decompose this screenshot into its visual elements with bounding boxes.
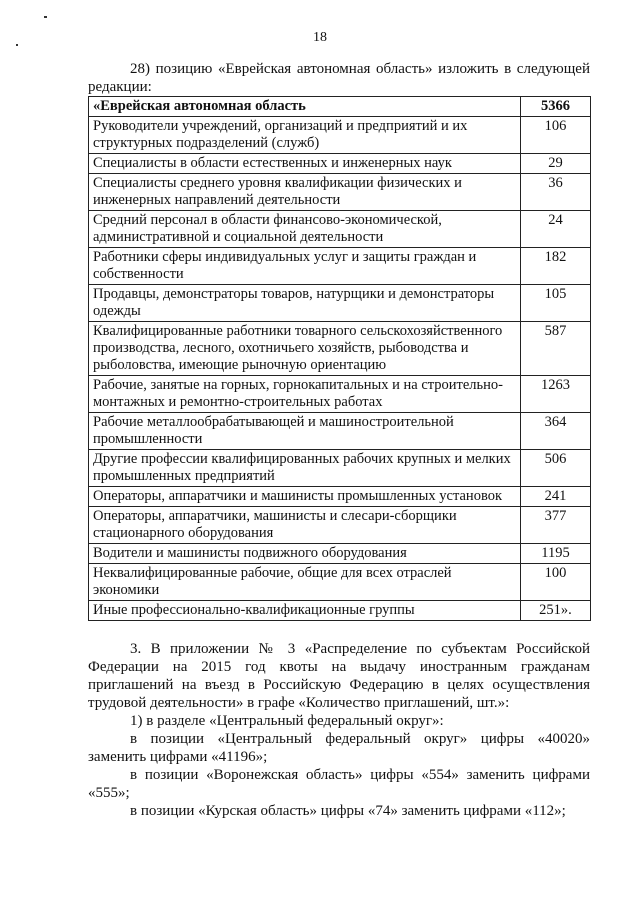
- quota-value-cell: 106: [520, 117, 590, 154]
- scan-speck: [44, 16, 47, 18]
- quota-value-cell: 587: [520, 322, 590, 376]
- occupation-group-cell: Специалисты в области естественных и инженерных наук: [89, 154, 521, 174]
- quota-value-cell: 1195: [520, 544, 590, 564]
- quota-value-cell: 5366: [520, 97, 590, 117]
- quota-value-cell: 377: [520, 507, 590, 544]
- occupation-group-cell: Средний персонал в области финансово-экономической, административной и социальной деятельности: [89, 211, 521, 248]
- quota-value-cell: 241: [520, 487, 590, 507]
- intro-paragraph: 28) позицию «Еврейская автономная область» изложить в следующей редакции:: [88, 61, 590, 95]
- paragraph-kursk: в позиции «Курская область» цифры «74» заменить цифрами «112»;: [130, 803, 566, 819]
- table-row: [89, 413, 591, 450]
- paragraph-central-position: в позиции «Центральный федеральный округ» цифры «40020» заменить цифрами «41196»;: [88, 731, 590, 765]
- table-row: [89, 487, 591, 507]
- table-row: [89, 544, 591, 564]
- quota-value-cell: 251».: [520, 601, 590, 621]
- occupation-group-cell: Операторы, аппаратчики, машинисты и слесари-сборщики стационарного оборудования: [89, 507, 521, 544]
- page-number: 18: [313, 30, 327, 45]
- quota-value-cell: 182: [520, 248, 590, 285]
- table-row: [89, 174, 591, 211]
- table-row: [89, 322, 591, 376]
- table-row: [89, 97, 591, 117]
- quota-value-cell: 105: [520, 285, 590, 322]
- table-row: [89, 507, 591, 544]
- occupation-group-cell: Другие профессии квалифицированных рабочих крупных и мелких промышленных предприятий: [89, 450, 521, 487]
- occupation-group-cell: Рабочие, занятые на горных, горнокапитальных и на строительно-монтажных и ремонтно-строительных работах: [89, 376, 521, 413]
- occupation-group-cell: Специалисты среднего уровня квалификации физических и инженерных направлений деятельности: [89, 174, 521, 211]
- table-row: [89, 211, 591, 248]
- paragraph-voronezh: в позиции «Воронежская область» цифры «554» заменить цифрами «555»;: [88, 767, 590, 801]
- quota-value-cell: 1263: [520, 376, 590, 413]
- quota-value-cell: 24: [520, 211, 590, 248]
- table-row: [89, 450, 591, 487]
- paragraph-central-district: 1) в разделе «Центральный федеральный округ»:: [130, 713, 444, 729]
- quota-value-cell: 100: [520, 564, 590, 601]
- quota-value-cell: 506: [520, 450, 590, 487]
- quota-table: [88, 96, 591, 621]
- occupation-group-cell: Руководители учреждений, организаций и предприятий и их структурных подразделений (служб): [89, 117, 521, 154]
- quota-value-cell: 36: [520, 174, 590, 211]
- quota-value-cell: 364: [520, 413, 590, 450]
- amendment-text: [88, 640, 590, 820]
- table-row: [89, 376, 591, 413]
- occupation-group-cell: Неквалифицированные рабочие, общие для всех отраслей экономики: [89, 564, 521, 601]
- occupation-group-cell: Рабочие металлообрабатывающей и машиностроительной промышленности: [89, 413, 521, 450]
- table-row: [89, 117, 591, 154]
- occupation-group-cell: Операторы, аппаратчики и машинисты промышленных установок: [89, 487, 521, 507]
- table-row: [89, 285, 591, 322]
- quota-value-cell: 29: [520, 154, 590, 174]
- table-row: [89, 154, 591, 174]
- occupation-group-cell: Работники сферы индивидуальных услуг и защиты граждан и собственности: [89, 248, 521, 285]
- occupation-group-cell: Квалифицированные работники товарного сельскохозяйственного производства, лесного, охотничьего хозяйств, рыбоводства и рыболовства, имеющие рыночную ориентацию: [89, 322, 521, 376]
- table-row: [89, 248, 591, 285]
- occupation-group-cell: Продавцы, демонстраторы товаров, натурщики и демонстраторы одежды: [89, 285, 521, 322]
- occupation-group-cell: «Еврейская автономная область: [89, 97, 521, 117]
- occupation-group-cell: Иные профессионально-квалификационные группы: [89, 601, 521, 621]
- table-row: [89, 564, 591, 601]
- occupation-group-cell: Водители и машинисты подвижного оборудования: [89, 544, 521, 564]
- table-row: [89, 601, 591, 621]
- paragraph-3: 3. В приложении № 3 «Распределение по субъектам Российской Федерации на 2015 год квоты на выдачу иностранным гражданам приглашений на въезд в Российскую Федерацию в целях осуществления трудовой деятельности» в графе «Количество приглашений, шт.»:: [88, 641, 590, 711]
